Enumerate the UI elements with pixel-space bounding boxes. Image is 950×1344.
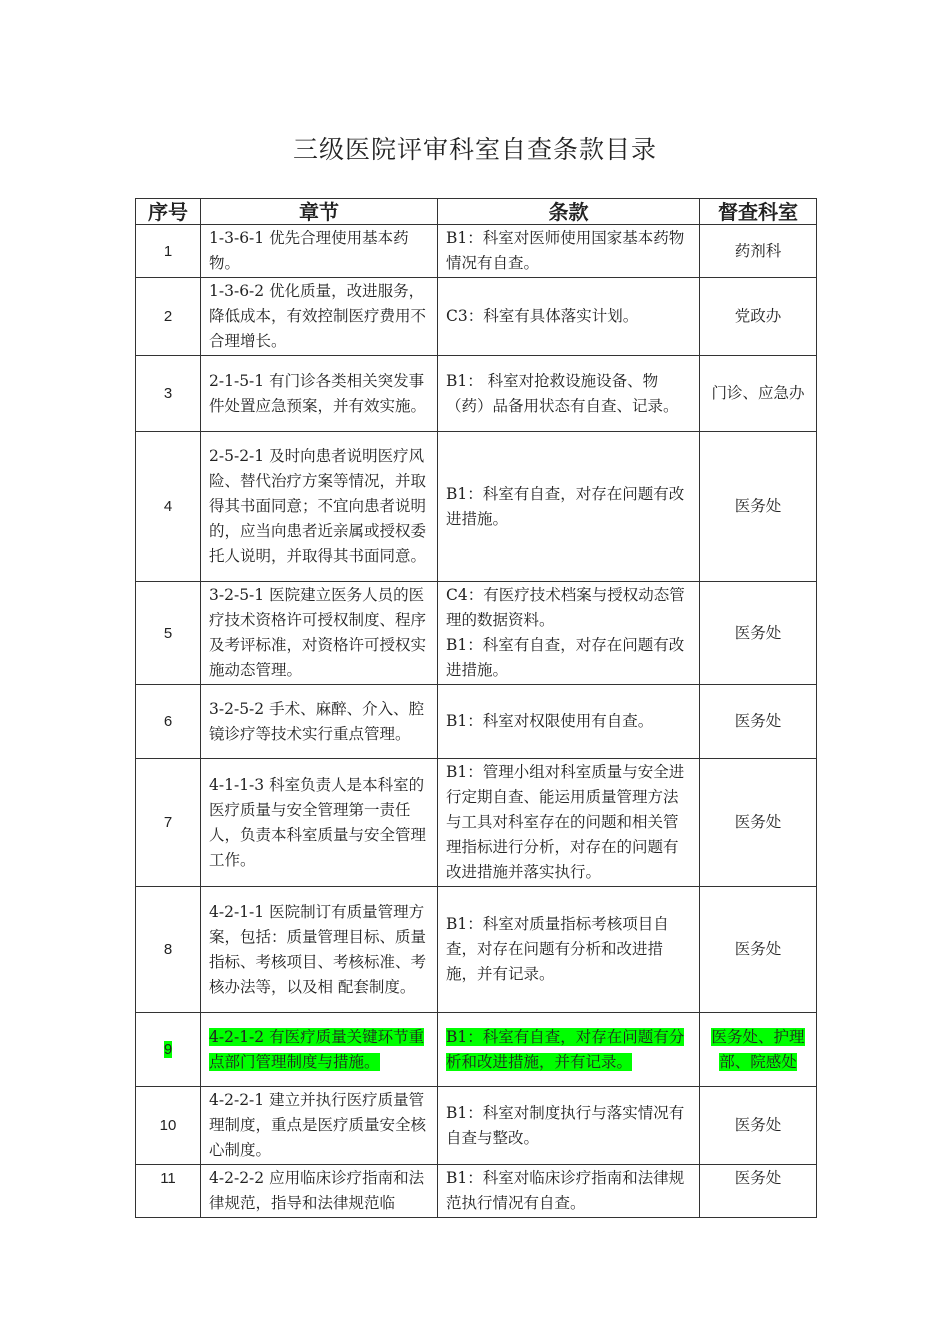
row-no: 10 xyxy=(136,1087,201,1165)
row-no: 1 xyxy=(136,225,201,278)
table-row xyxy=(136,356,817,432)
row-chapter: 3-2-5-1 医院建立医务人员的医疗技术资格许可授权制度、程序及考评标准，对资格许可授权实施动态管理。 xyxy=(201,582,438,685)
row-no: 7 xyxy=(136,759,201,887)
row-clause: C3：科室有具体落实计划。 xyxy=(438,278,700,356)
row-no: 2 xyxy=(136,278,201,356)
row-no: 5 xyxy=(136,582,201,685)
table-row-highlighted xyxy=(136,1013,817,1087)
row-dept: 医务处 xyxy=(700,582,817,685)
row-clause xyxy=(438,582,700,685)
header-clause: 条款 xyxy=(438,199,700,225)
row-clause: B1：科室有自查，对存在问题有改进措施。 xyxy=(438,432,700,582)
row-chapter xyxy=(201,1013,438,1087)
row-chapter: 3-2-5-2 手术、麻醉、介入、腔镜诊疗等技术实行重点管理。 xyxy=(201,685,438,759)
highlight-mark: B1：科室有自查，对存在问题有分析和改进措施，并有记录。 xyxy=(446,1027,685,1071)
table-row xyxy=(136,685,817,759)
row-chapter: 4-1-1-3 科室负责人是本科室的医疗质量与安全管理第一责任人，负责本科室质量与安全管理工作。 xyxy=(201,759,438,887)
table-row xyxy=(136,225,817,278)
table-header-row xyxy=(136,199,817,225)
highlight-mark: 9 xyxy=(163,1041,173,1058)
row-clause: B1：科室对制度执行与落实情况有自查与整改。 xyxy=(438,1087,700,1165)
row-dept: 医务处 xyxy=(700,887,817,1013)
table-row xyxy=(136,432,817,582)
row-clause: B1：管理小组对科室质量与安全进行定期自查、能运用质量管理方法与工具对科室存在的问题和相关管理指标进行分析，对存在的问题有改进措施并落实执行。 xyxy=(438,759,700,887)
header-no: 序号 xyxy=(136,199,201,225)
highlight-mark: 医务处、护理部、院感处 xyxy=(711,1027,805,1071)
row-dept: 药剂科 xyxy=(700,225,817,278)
row-no xyxy=(136,1013,201,1087)
row-dept: 门诊、应急办 xyxy=(700,356,817,432)
row-chapter: 2-1-5-1 有门诊各类相关突发事件处置应急预案，并有效实施。 xyxy=(201,356,438,432)
page-title: 三级医院评审科室自查条款目录 xyxy=(292,135,657,164)
row-clause: B1：科室对权限使用有自查。 xyxy=(438,685,700,759)
table-row xyxy=(136,1087,817,1165)
row-chapter: 4-2-1-1 医院制订有质量管理方案，包括：质量管理目标、质量指标、考核项目、考核标准、考核办法等，以及相 配套制度。 xyxy=(201,887,438,1013)
row-no: 4 xyxy=(136,432,201,582)
table-row xyxy=(136,887,817,1013)
row-clause: B1： 科室对抢救设施设备、物（药）品备用状态有自查、记录。 xyxy=(438,356,700,432)
table-row xyxy=(136,759,817,887)
row-dept: 医务处 xyxy=(700,1087,817,1165)
table-row xyxy=(136,1165,817,1218)
row-dept: 医务处 xyxy=(700,685,817,759)
row-clause: B1：科室对医师使用国家基本药物情况有自查。 xyxy=(438,225,700,278)
row-dept: 医务处 xyxy=(700,432,817,582)
row-no: 11 xyxy=(136,1165,201,1218)
checklist-table xyxy=(135,198,817,1218)
row-chapter: 2-5-2-1 及时向患者说明医疗风险、替代治疗方案等情况，并取得其书面同意；不宜向患者说明的，应当向患者近亲属或授权委托人说明，并取得其书面同意。 xyxy=(201,432,438,582)
row-dept: 党政办 xyxy=(700,278,817,356)
row-dept: 医务处 xyxy=(700,1165,817,1218)
row-chapter: 1-3-6-1 优先合理使用基本药物。 xyxy=(201,225,438,278)
row-chapter: 1-3-6-2 优化质量，改进服务，降低成本，有效控制医疗费用不合理增长。 xyxy=(201,278,438,356)
highlight-mark: 4-2-1-2 有医疗质量关键环节重点部门管理制度与措施。 xyxy=(209,1027,425,1071)
row-chapter: 4-2-2-2 应用临床诊疗指南和法律规范，指导和法律规范临 xyxy=(201,1165,438,1218)
row-no: 6 xyxy=(136,685,201,759)
row-clause xyxy=(438,1013,700,1087)
table-row xyxy=(136,278,817,356)
table-row xyxy=(136,582,817,685)
row-clause: B1：科室对质量指标考核项目自查，对存在问题有分析和改进措施，并有记录。 xyxy=(438,887,700,1013)
header-dept: 督查科室 xyxy=(700,199,817,225)
row-no: 8 xyxy=(136,887,201,1013)
row-chapter: 4-2-2-1 建立并执行医疗质量管理制度，重点是医疗质量安全核心制度。 xyxy=(201,1087,438,1165)
clause-line: B1：科室有自查，对存在问题有改进措施。 xyxy=(446,636,685,679)
row-dept xyxy=(700,1013,817,1087)
row-clause: B1：科室对临床诊疗指南和法律规范执行情况有自查。 xyxy=(438,1165,700,1218)
clause-line: C4：有医疗技术档案与授权动态管理的数据资料。 xyxy=(446,586,685,629)
row-dept: 医务处 xyxy=(700,759,817,887)
row-no: 3 xyxy=(136,356,201,432)
header-chapter: 章节 xyxy=(201,199,438,225)
